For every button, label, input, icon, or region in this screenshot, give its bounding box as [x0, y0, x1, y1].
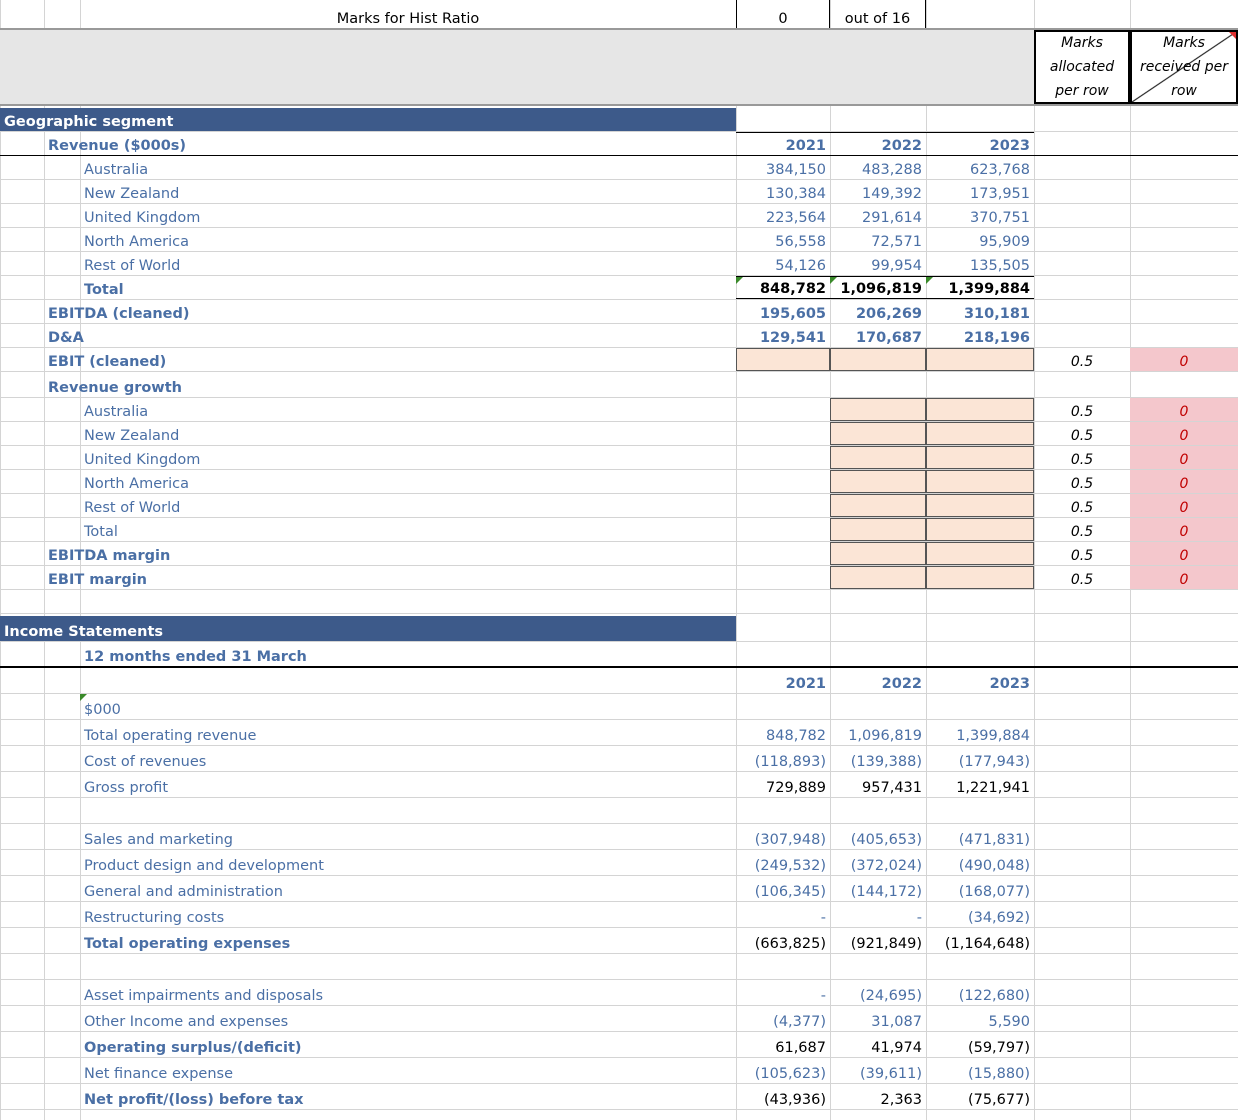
line-item-value[interactable]: (490,048): [958, 858, 1030, 874]
revenue-years-row: [0, 132, 1238, 156]
input-cell[interactable]: [926, 398, 1034, 421]
total-value[interactable]: 848,782: [736, 276, 830, 299]
input-cell[interactable]: [830, 542, 926, 565]
mark-received: 0: [1130, 566, 1238, 589]
metric-label: EBITDA (cleaned): [48, 306, 190, 322]
margin-label: EBITDA margin: [48, 548, 171, 564]
input-cell[interactable]: [736, 348, 830, 371]
line-item-value[interactable]: (15,880): [967, 1066, 1030, 1082]
growth-label: Rest of World: [84, 500, 181, 516]
mark-received: 0: [1130, 422, 1238, 445]
line-item-value[interactable]: (34,692): [967, 910, 1030, 926]
blank-row: [0, 954, 1238, 980]
total-value[interactable]: 1,399,884: [926, 276, 1034, 299]
region-label: New Zealand: [84, 186, 180, 202]
year-header: 2022: [881, 676, 922, 692]
line-item-value[interactable]: (471,831): [958, 832, 1030, 848]
line-item-value[interactable]: (39,611): [859, 1066, 922, 1082]
formula-warning-marker: [926, 277, 933, 284]
metric-row: [0, 300, 1238, 324]
line-item-value[interactable]: 61,687: [775, 1040, 826, 1056]
line-item-value[interactable]: (122,680): [958, 988, 1030, 1004]
input-cell[interactable]: [830, 348, 926, 371]
year-header: 2023: [926, 132, 1034, 155]
revenue-value[interactable]: 72,571: [871, 234, 922, 250]
input-cell[interactable]: [926, 422, 1034, 445]
mark-allocated: 0.5: [1070, 428, 1094, 444]
growth-label: Total: [84, 524, 118, 540]
region-row: [0, 180, 1238, 204]
total-value[interactable]: 1,096,819: [830, 276, 926, 299]
line-item-value[interactable]: (249,532): [754, 858, 826, 874]
other-row: [0, 1006, 1238, 1032]
growth-row: [0, 398, 1238, 422]
mark-received: 0: [1130, 398, 1238, 421]
formula-warning-marker: [736, 277, 743, 284]
blank-row: [0, 798, 1238, 824]
metric-label: D&A: [48, 330, 84, 346]
marks-allocated-text: allocated: [1049, 58, 1115, 75]
input-cell[interactable]: [926, 446, 1034, 469]
geo-header-row: [0, 108, 1238, 132]
ebit-row: [0, 348, 1238, 372]
line-item-label: Cost of revenues: [84, 754, 207, 770]
line-item-value[interactable]: (59,797): [967, 1040, 1030, 1056]
margin-row: [0, 566, 1238, 590]
input-cell[interactable]: [926, 542, 1034, 565]
out-of-cell: out of 16: [830, 0, 926, 28]
revenue-value[interactable]: 173,951: [970, 186, 1030, 202]
revenue-growth-label: Revenue growth: [48, 380, 182, 396]
growth-label-row: [0, 372, 1238, 398]
input-cell[interactable]: [830, 494, 926, 517]
opex-row: [0, 902, 1238, 928]
revenue-value[interactable]: 149,392: [862, 186, 922, 202]
line-item-value[interactable]: -: [820, 910, 826, 926]
line-item-value[interactable]: (75,677): [967, 1092, 1030, 1108]
unit-row: [0, 694, 1238, 720]
line-item-value[interactable]: (139,388): [850, 754, 922, 770]
growth-label: New Zealand: [84, 428, 180, 444]
period-row: [0, 642, 1238, 668]
revenue-value[interactable]: 130,384: [766, 186, 826, 202]
revenue-value[interactable]: 54,126: [775, 258, 826, 274]
marks-title: Marks for Hist Ratio: [336, 11, 480, 27]
line-item-value[interactable]: 957,431: [862, 780, 922, 796]
line-item-value[interactable]: (663,825): [754, 936, 826, 952]
region-row: [0, 228, 1238, 252]
income-row: [0, 746, 1238, 772]
metric-row: [0, 324, 1238, 348]
opex-row: [0, 824, 1238, 850]
line-item-value[interactable]: (43,936): [763, 1092, 826, 1108]
revenue-value[interactable]: 623,768: [970, 162, 1030, 178]
revenue-value[interactable]: 291,614: [862, 210, 922, 226]
marks-received-text: row: [1171, 82, 1197, 99]
marks-received-text: Marks: [1163, 34, 1205, 51]
line-item-value[interactable]: (106,345): [754, 884, 826, 900]
line-item-value[interactable]: -: [820, 988, 826, 1004]
growth-label: United Kingdom: [84, 452, 201, 468]
metric-value[interactable]: 129,541: [759, 330, 826, 346]
mark-received: 0: [1130, 494, 1238, 517]
region-label: Rest of World: [84, 258, 181, 274]
input-cell[interactable]: [926, 348, 1034, 371]
line-item-label: General and administration: [84, 884, 283, 900]
mark-allocated: 0.5: [1070, 524, 1094, 540]
input-cell[interactable]: [830, 566, 926, 589]
input-cell[interactable]: [926, 470, 1034, 493]
input-cell[interactable]: [830, 518, 926, 541]
line-item-value[interactable]: (177,943): [958, 754, 1030, 770]
line-item-value[interactable]: (307,948): [754, 832, 826, 848]
line-item-value[interactable]: 5,590: [988, 1014, 1030, 1030]
input-cell[interactable]: [830, 446, 926, 469]
mark-allocated: 0.5: [1070, 572, 1094, 588]
line-item-label: Total operating expenses: [84, 936, 291, 952]
line-item-value[interactable]: (921,849): [850, 936, 922, 952]
formula-warning-marker: [80, 694, 87, 701]
growth-row: [0, 470, 1238, 494]
growth-label: North America: [84, 476, 189, 492]
revenue-label: Revenue ($000s): [48, 138, 187, 154]
line-item-label: Gross profit: [84, 780, 169, 796]
period-label: 12 months ended 31 March: [84, 649, 307, 665]
line-item-label: Operating surplus/(deficit): [84, 1040, 302, 1056]
input-cell[interactable]: [830, 422, 926, 445]
opex-row: [0, 876, 1238, 902]
region-row: [0, 156, 1238, 180]
line-item-value[interactable]: (4,377): [773, 1014, 826, 1030]
region-label: North America: [84, 234, 189, 250]
line-item-value[interactable]: (168,077): [958, 884, 1030, 900]
other-row: [0, 1032, 1238, 1058]
mark-received: 0: [1130, 518, 1238, 541]
region-row: [0, 204, 1238, 228]
year-header: 2023: [989, 676, 1030, 692]
year-header: 2022: [830, 132, 926, 155]
line-item-value[interactable]: 2,363: [880, 1092, 922, 1108]
mark-received: 0: [1130, 446, 1238, 469]
region-row: [0, 252, 1238, 276]
margin-row: [0, 542, 1238, 566]
total-label: Total: [84, 282, 124, 298]
line-item-label: Other Income and expenses: [84, 1014, 289, 1030]
line-item-value[interactable]: 41,974: [871, 1040, 922, 1056]
marks-allocated-text: per row: [1055, 82, 1109, 99]
total-row: [0, 276, 1238, 300]
line-item-value[interactable]: (1,164,648): [944, 936, 1030, 952]
mark-received: 0: [1130, 542, 1238, 565]
formula-warning-marker: [830, 277, 837, 284]
other-row: [0, 1058, 1238, 1084]
line-item-label: Product design and development: [84, 858, 324, 874]
revenue-value[interactable]: 99,954: [871, 258, 922, 274]
line-item-value[interactable]: (105,623): [754, 1066, 826, 1082]
unit-label: $000: [80, 694, 736, 719]
line-item-label: Net finance expense: [84, 1066, 234, 1082]
revenue-value[interactable]: 223,564: [766, 210, 826, 226]
line-item-label: Sales and marketing: [84, 832, 233, 848]
metric-value[interactable]: 206,269: [855, 306, 922, 322]
header-row: [0, 0, 1238, 30]
marks-header-band: [0, 30, 1238, 106]
line-item-label: Restructuring costs: [84, 910, 225, 926]
blank-row: [0, 590, 1238, 614]
metric-value[interactable]: 170,687: [855, 330, 922, 346]
line-item-label: Net profit/(loss) before tax: [84, 1092, 304, 1108]
income-years-row: [0, 668, 1238, 694]
line-item-value[interactable]: (405,653): [850, 832, 922, 848]
line-item-value[interactable]: (144,172): [850, 884, 922, 900]
growth-row: [0, 494, 1238, 518]
income-row: [0, 772, 1238, 798]
line-item-value[interactable]: 1,096,819: [848, 728, 922, 744]
mark-allocated: 0.5: [1070, 476, 1094, 492]
year-header: 2021: [785, 676, 826, 692]
growth-row: [0, 446, 1238, 470]
growth-row: [0, 518, 1238, 542]
score-cell[interactable]: 0: [736, 0, 830, 28]
comment-marker[interactable]: [1229, 32, 1236, 39]
mark-received: 0: [1130, 470, 1238, 493]
marks-allocated-header: [1034, 30, 1130, 104]
region-label: Australia: [84, 162, 149, 178]
input-cell[interactable]: [926, 518, 1034, 541]
revenue-value[interactable]: 56,558: [775, 234, 826, 250]
input-cell[interactable]: [830, 470, 926, 493]
region-label: United Kingdom: [84, 210, 201, 226]
line-item-value[interactable]: 729,889: [766, 780, 826, 796]
input-cell[interactable]: [926, 494, 1034, 517]
other-row: [0, 1084, 1238, 1110]
mark-received: 0: [1130, 348, 1238, 371]
revenue-value[interactable]: 384,150: [766, 162, 826, 178]
growth-label: Australia: [84, 404, 149, 420]
mark-allocated: 0.5: [1070, 354, 1094, 370]
metric-value[interactable]: 310,181: [963, 306, 1030, 322]
ebit-label: EBIT (cleaned): [48, 354, 167, 370]
marks-allocated-text: Marks: [1061, 34, 1103, 51]
growth-row: [0, 422, 1238, 446]
mark-allocated: 0.5: [1070, 548, 1094, 564]
line-item-value[interactable]: (118,893): [754, 754, 826, 770]
year-header: 2021: [736, 132, 830, 155]
income-header-row: [0, 616, 1238, 642]
line-item-value[interactable]: 848,782: [766, 728, 826, 744]
line-item-label: Total operating revenue: [84, 728, 257, 744]
line-item-value[interactable]: 31,087: [871, 1014, 922, 1030]
other-row: [0, 980, 1238, 1006]
revenue-value[interactable]: 483,288: [862, 162, 922, 178]
input-cell[interactable]: [830, 398, 926, 421]
metric-value[interactable]: 195,605: [759, 306, 826, 322]
metric-value[interactable]: 218,196: [963, 330, 1030, 346]
mark-allocated: 0.5: [1070, 500, 1094, 516]
mark-allocated: 0.5: [1070, 452, 1094, 468]
line-item-value[interactable]: (372,024): [850, 858, 922, 874]
revenue-value[interactable]: 95,909: [979, 234, 1030, 250]
mark-allocated: 0.5: [1070, 404, 1094, 420]
opex-row: [0, 850, 1238, 876]
section-header-income: Income Statements: [0, 616, 736, 641]
input-cell[interactable]: [926, 566, 1034, 589]
revenue-value[interactable]: 370,751: [970, 210, 1030, 226]
line-item-label: Asset impairments and disposals: [84, 988, 324, 1004]
section-header-geographic: Geographic segment: [0, 108, 736, 131]
margin-label: EBIT margin: [48, 572, 148, 588]
marks-received-text: received per: [1139, 58, 1229, 75]
revenue-value[interactable]: 135,505: [970, 258, 1030, 274]
line-item-value[interactable]: -: [916, 910, 922, 926]
opex-total-row: [0, 928, 1238, 954]
line-item-value[interactable]: (24,695): [859, 988, 922, 1004]
line-item-value[interactable]: 1,399,884: [956, 728, 1030, 744]
marks-received-header: [1130, 30, 1238, 104]
line-item-value[interactable]: 1,221,941: [956, 780, 1030, 796]
income-row: [0, 720, 1238, 746]
